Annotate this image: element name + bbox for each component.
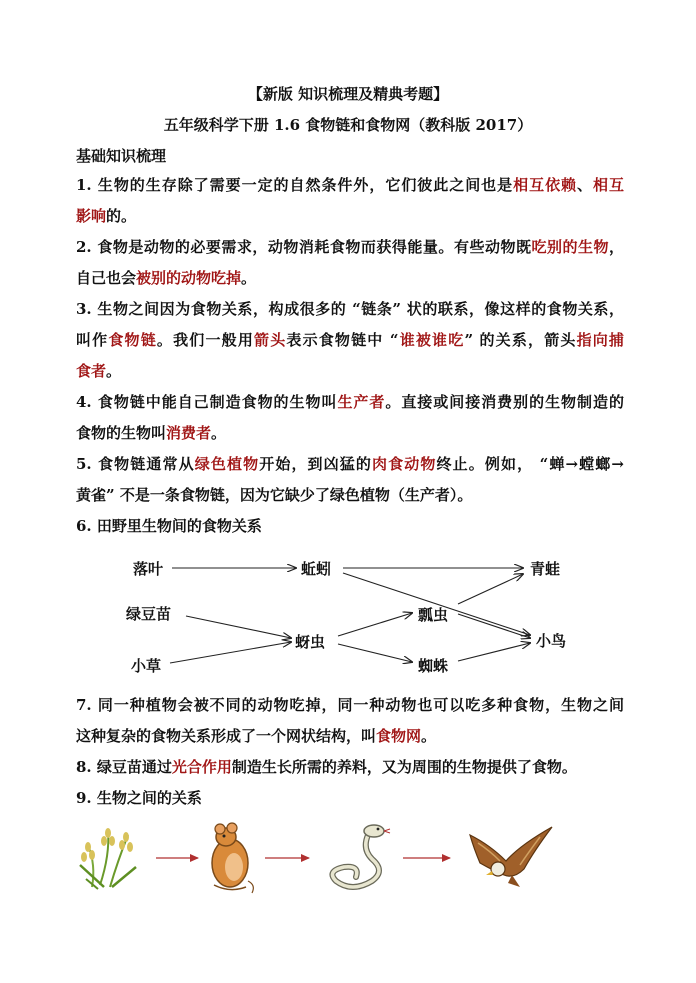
- edge-spider-bird: [458, 643, 530, 661]
- p3-highlight-points-b: 食者: [76, 362, 107, 380]
- p3-highlight-food-chain: 食物链: [108, 331, 157, 349]
- paragraph-6: [76, 511, 624, 542]
- p2-text-c: 自己也会: [76, 269, 137, 287]
- p4-text-d: 。: [211, 424, 227, 442]
- node-spider: 蜘蛛: [418, 657, 449, 675]
- p6-text: 6. 田野里生物间的食物关系: [76, 517, 262, 535]
- p3-text-b: 叫作: [76, 331, 109, 349]
- p2-text-a: 2. 食物是动物的必要需求，动物消耗食物而获得能量。有些动物既: [76, 238, 532, 256]
- p2-highlight-eaten: 被别的动物吃掉: [136, 269, 242, 287]
- p2-text-b: ，: [608, 238, 624, 256]
- paragraph-3: [76, 294, 624, 387]
- p4-highlight-consumer: 消费者: [166, 424, 212, 442]
- edge-mungbean-aphid: [186, 616, 291, 638]
- edge-ladybug-bird: [458, 614, 530, 638]
- edge-ladybug-frog: [458, 574, 523, 604]
- document-subtitle: 五年级科学下册 1.6 食物链和食物网（教科版 2017）: [163, 116, 533, 134]
- p3-highlight-who-eats-whom: 谁被谁吃: [398, 331, 465, 349]
- p4-text-a: 4. 食物链中能自己制造食物的生物叫: [76, 393, 338, 411]
- paragraph-1: [76, 170, 624, 232]
- p3-highlight-points-a: 指向捕: [576, 331, 624, 349]
- p1-highlight-mutual-dependence: 相互依赖: [513, 176, 578, 194]
- p3-highlight-arrow: 箭头: [254, 331, 287, 349]
- paragraph-7: [76, 690, 624, 752]
- p7-highlight-food-web: 食物网: [376, 727, 422, 745]
- node-ladybug: 瓢虫: [418, 606, 449, 624]
- snake-icon: [332, 825, 390, 887]
- p4-text-c: 食物的生物叫: [76, 424, 167, 442]
- p3-text-e: ” 的关系，箭头: [464, 331, 577, 349]
- section-heading: 基础知识梳理: [76, 147, 167, 165]
- p5-highlight-green-plant: 绿色植物: [194, 455, 260, 473]
- p4-text-b: 。直接或间接消费别的生物制造的: [385, 393, 624, 411]
- p4-highlight-producer: 生产者: [337, 393, 386, 411]
- p1-text-c: 的。: [106, 207, 137, 225]
- p3-text-a: 3. 生物之间因为食物关系，构成很多的 “链条” 状的联系，像这样的食物关系，: [76, 300, 624, 318]
- paragraph-4: [76, 387, 624, 449]
- p3-text-c: 。我们一般用: [156, 331, 255, 349]
- p7-text-c: 。: [421, 727, 437, 745]
- eagle-icon: [470, 827, 552, 887]
- p2-text-d: 。: [241, 269, 257, 287]
- p5-highlight-carnivore: 肉食动物: [372, 455, 437, 473]
- node-bird: 小鸟: [536, 632, 567, 650]
- paragraph-8: [76, 752, 624, 783]
- p7-text-b: 这种复杂的食物关系形成了一个网状结构，叫: [76, 727, 377, 745]
- node-grass: 小草: [131, 657, 162, 675]
- paragraph-2: [76, 232, 624, 294]
- rice-icon: [80, 828, 136, 889]
- p5-text-b: 开始，到凶猛的: [259, 455, 373, 473]
- p1-highlight-mutual-a: 相互: [593, 176, 624, 194]
- p1-text-b: 、: [577, 176, 593, 194]
- p9-text: 9. 生物之间的关系: [76, 789, 202, 807]
- p5-text-d: 黄雀” 不是一条食物链，因为它缺少了绿色植物（生产者）。: [76, 486, 473, 504]
- node-aphid: 蚜虫: [295, 633, 326, 651]
- p1-highlight-mutual-b: 影响: [76, 207, 107, 225]
- food-chain-illustration: [0, 815, 696, 905]
- p8-text-a: 8. 绿豆苗通过: [76, 758, 172, 776]
- p5-text-a: 5. 食物链通常从: [76, 455, 195, 473]
- p2-highlight-eat-others: 吃别的生物: [531, 238, 609, 256]
- node-leaves: 落叶: [133, 560, 164, 578]
- p7-text-a: 7. 同一种植物会被不同的动物吃掉，同一种动物也可以吃多种食物，生物之间: [76, 696, 624, 714]
- document-title: 【新版 知识梳理及精典考题】: [247, 85, 449, 103]
- node-earthworm: 蚯蚓: [301, 560, 332, 578]
- p3-text-f: 。: [106, 362, 122, 380]
- edge-grass-aphid: [170, 642, 291, 663]
- node-mungbean: 绿豆苗: [126, 605, 172, 623]
- p5-text-c: 终止。例如， “蝉→螳螂→: [436, 455, 624, 473]
- food-web-diagram: [0, 540, 696, 690]
- p1-text-a: 1. 生物的生存除了需要一定的自然条件外，它们彼此之间也是: [76, 176, 514, 194]
- p3-text-d: 表示食物链中 “: [286, 331, 399, 349]
- p8-highlight-photosynthesis: 光合作用: [171, 758, 232, 776]
- mouse-icon: [212, 823, 253, 893]
- node-frog: 青蛙: [530, 560, 561, 578]
- edge-aphid-spider: [338, 644, 412, 662]
- p8-text-b: 制造生长所需的养料，又为周围的生物提供了食物。: [231, 758, 577, 776]
- paragraph-9: [76, 783, 624, 814]
- edge-aphid-ladybug: [338, 613, 412, 636]
- paragraph-5: [76, 449, 624, 511]
